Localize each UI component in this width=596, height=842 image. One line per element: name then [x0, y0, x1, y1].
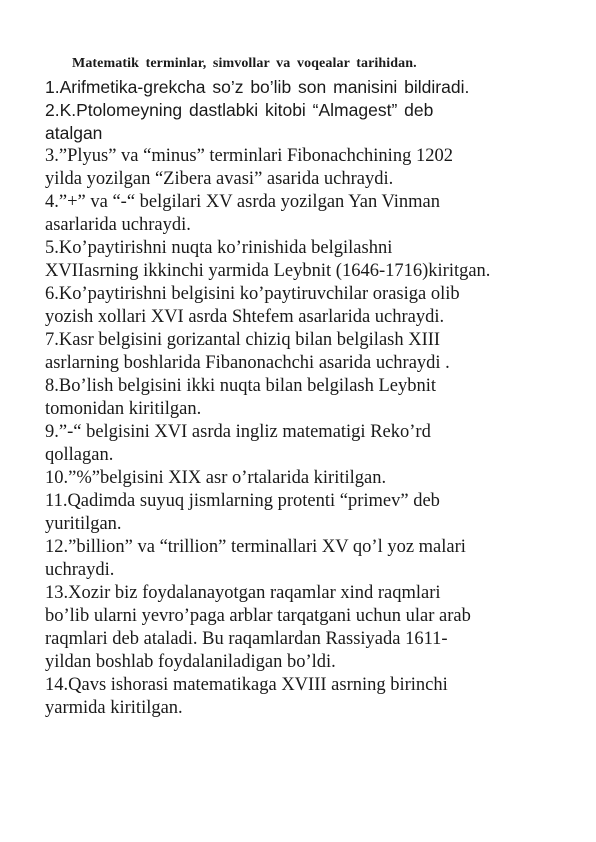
- text-line: 4.”+” va “-“ belgilari XV asrda yozilgan Yan Vinman: [45, 192, 440, 212]
- text-line: 11.Qadimda suyuq jismlarning protenti “primev” deb: [45, 491, 440, 511]
- text-line: yildan boshlab foydalaniladigan bo’ldi.: [45, 652, 336, 672]
- text-line: 1.Arifmetika-grekcha so’z bo’lib son manisini bildiradi.: [45, 77, 470, 97]
- text-line: 9.”-“ belgisini XVI asrda ingliz matematigi Reko’rd: [45, 422, 431, 442]
- document-body: [45, 76, 570, 720]
- text-line: tomonidan kiritilgan.: [45, 399, 202, 419]
- text-line: 12.”billion” va “trillion” terminallari XV qo’l yoz malari: [45, 537, 466, 557]
- text-line: 5.Ko’paytirishni nuqta ko’rinishida belgilashni: [45, 238, 393, 258]
- text-line: 8.Bo’lish belgisini ikki nuqta bilan belgilash Leybnit: [45, 376, 437, 396]
- text-line: qollagan.: [45, 445, 114, 465]
- text-line: asrlarning boshlarida Fibanonachchi asarida uchraydi .: [45, 353, 450, 373]
- text-line: 7.Kasr belgisini gorizantal chiziq bilan belgilash XIII: [45, 330, 441, 350]
- text-line: 3.”Plyus” va “minus” terminlari Fibonachchining 1202: [45, 146, 453, 166]
- text-line: 10.”%”belgisini XIX asr o’rtalarida kiritilgan.: [45, 468, 387, 488]
- text-line: XVIIasrning ikkinchi yarmida Leybnit (1646-1716)kiritgan.: [45, 261, 491, 281]
- text-line: yozish xollari XVI asrda Shtefem asarlarida uchraydi.: [45, 307, 445, 327]
- text-line: 14.Qavs ishorasi matematikaga XVIII asrning birinchi: [45, 675, 448, 695]
- text-line: 13.Xozir biz foydalanayotgan raqamlar xind raqmlari: [45, 583, 441, 603]
- text-line: asarlarida uchraydi.: [45, 215, 191, 235]
- text-line: yarmida kiritilgan.: [45, 698, 183, 718]
- text-line: yilda yozilgan “Zibera avasi” asarida uchraydi.: [45, 169, 394, 189]
- text-line: raqmlari deb ataladi. Bu raqamlardan Rassiyada 1611-: [45, 629, 448, 649]
- text-line: atalgan: [45, 123, 103, 143]
- text-line: uchraydi.: [45, 560, 115, 580]
- document-title: Matematik terminlar, simvollar va voqealar tarihidan.: [72, 56, 417, 71]
- text-line: bo’lib ularni yevro’paga arblar tarqatgani uchun ular arab: [45, 606, 471, 626]
- text-line: 6.Ko’paytirishni belgisini ko’paytiruvchilar orasiga olib: [45, 284, 460, 304]
- text-line: 2.K.Ptolomeyning dastlabki kitobi “Almagest” deb: [45, 100, 434, 120]
- text-line: yuritilgan.: [45, 514, 122, 534]
